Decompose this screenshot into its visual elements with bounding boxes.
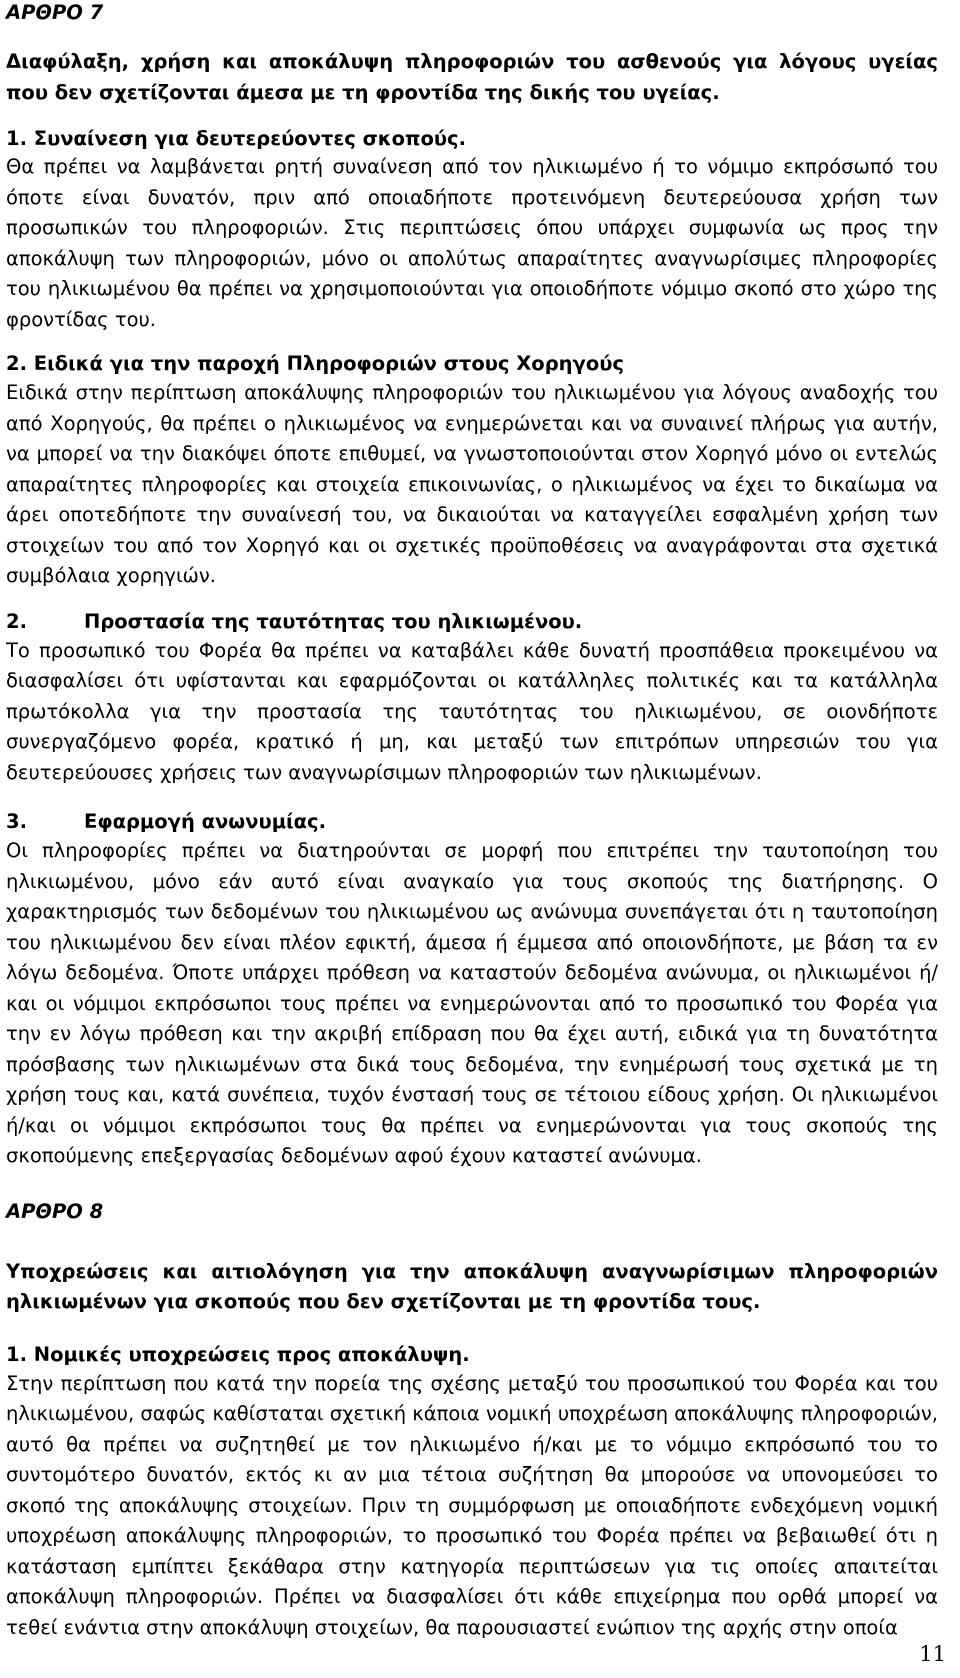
article-8-section-1-title: 1. Νομικές υποχρεώσεις προς αποκάλυψη. bbox=[6, 1342, 470, 1366]
article-8-heading: Υποχρεώσεις και αιτιολόγηση για την αποκάλυψη αναγνωρίσιμων πληροφοριών ηλικιωμένων για σκοπούς που δεν σχετίζονται με τη φροντίδα τους. bbox=[6, 1259, 938, 1313]
article-7-section-3-title bbox=[6, 607, 938, 636]
document-body bbox=[6, 0, 938, 1643]
page-number: 11 bbox=[919, 1642, 946, 1666]
article-7-section-3-title-text: Προστασία της ταυτότητας του ηλικιωμένου. bbox=[84, 609, 583, 633]
article-7-section-1-title: 1. Συναίνεση για δευτερεύοντες σκοπούς. bbox=[6, 127, 467, 150]
article-7-title: ΑΡΘΡΟ 7 bbox=[6, 1, 104, 24]
article-7-section-4-title-text: Εφαρμογή ανωνυμίας. bbox=[84, 810, 327, 833]
article-7-heading: Διαφύλαξη, χρήση και αποκάλυψη πληροφοριών του ασθενούς για λόγους υγείας που δεν σχετίζονται άμεσα με τη φροντίδα της δικής του υγείας. bbox=[6, 50, 938, 104]
article-7-section-4-title bbox=[6, 807, 938, 836]
article-7-section-4-number: 3. bbox=[6, 810, 27, 833]
article-7-section-1-text: Θα πρέπει να λαμβάνεται ρητή συναίνεση από τον ηλικιωμένο ή το νόμιμο εκπρόσωπό του όποτε είναι δυνατόν, πριν από οποιαδήποτε προτεινόμενη δευτερεύουσα χρήση των προσωπικών του πληροφοριών. Στις περιπτώσεις όπου υπάρχει συμφωνία ως προς την αποκάλυψη των πληροφοριών, μόνο οι απολύτως απαραίτητες αναγνωρίσιμες πληροφορίες του ηλικιωμένου θα πρέπει να χρησιμοποιούνται για οποιοδήποτε νόμιμο σκοπό στο χώρο της φροντίδας του. bbox=[6, 155, 938, 331]
article-8-title: ΑΡΘΡΟ 8 bbox=[6, 1199, 104, 1223]
article-7-section-3-number: 2. bbox=[6, 609, 27, 633]
article-7-section-2-text: Ειδικά στην περίπτωση αποκάλυψης πληροφοριών του ηλικιωμένου για λόγους αναδοχής του από Χορηγούς, θα πρέπει ο ηλικιωμένος να ενημερώνεται και να συναινεί πλήρως για αυτήν, να μπορεί να την διακόψει όποτε επιθυμεί, να γνωστοποιούνται στον Χορηγό μόνο οι εντελώς απαραίτητες πληροφορίες και στοιχεία επικοινωνίας, ο ηλικιωμένος να έχει το δικαίωμα να άρει οποτεδήποτε την συναίνεσή του, να δικαιούται να καταγγείλει εσφαλμένη χρήση των στοιχείων του από τον Χορηγό και οι σχετικές προϋποθέσεις να αναγράφονται στα σχετικά συμβόλαια χορηγιών. bbox=[6, 381, 938, 587]
article-7-section-4-text: Οι πληροφορίες πρέπει να διατηρούνται σε μορφή που επιτρέπει την ταυτοποίηση του ηλικιωμένου, μόνο εάν αυτό είναι αναγκαίο για τους σκοπούς της διατήρησης. Ο χαρακτηρισμός των δεδομένων του ηλικιωμένου ως ανώνυμα συνεπάγεται ότι η ταυτοποίηση του ηλικιωμένου δεν είναι πλέον εφικτή, άμεσα ή έμμεσα από οποιονδήποτε, με βάση τα εν λόγω δεδομένα. Όποτε υπάρχει πρόθεση να καταστούν δεδομένα ανώνυμα, οι ηλικιωμένοι ή/και οι νόμιμοι εκπρόσωποι τους πρέπει να ενημερώνονται από το προσωπικό του Φορέα για την εν λόγω πρόθεση και την ακριβή επίδραση που θα έχει αυτή, ειδικά για τη δυνατότητα πρόσβασης των ηλικιωμένων στα δικά τους δεδομένα, την ενημέρωσή τους σχετικά με τη χρήση τους και, κατά συνέπεια, τυχόν ένστασή τους σε τέτοιου είδους χρήση. Οι ηλικιωμένοι ή/και οι νόμιμοι εκπρόσωποι τους θα πρέπει να ενημερώνονται για τους σκοπούς της σκοπούμενης επεξεργασίας δεδομένων αφού έχουν καταστεί ανώνυμα. bbox=[6, 839, 938, 1167]
article-7-section-3-text: Το προσωπικό του Φορέα θα πρέπει να καταβάλει κάθε δυνατή προσπάθεια προκειμένου να διασφαλίσει ότι υφίστανται και εφαρμόζονται οι κατάλληλες πολιτικές και τα κατάλληλα πρωτόκολλα για την προστασία της ταυτότητας του ηλικιωμένου, σε οιονδήποτε συνεργαζόμενο φορέα, κρατικό ή μη, και μεταξύ των επιτρόπων υπηρεσιών του για δευτερεύουσες χρήσεις των αναγνωρίσιμων πληροφοριών των ηλικιωμένων. bbox=[6, 638, 938, 784]
article-8-section-1-text: Στην περίπτωση που κατά την πορεία της σχέσης μεταξύ του προσωπικού του Φορέα και του ηλικιωμένου, σαφώς καθίσταται σχετική κάποια νομική υποχρέωση αποκάλυψης πληροφοριών, αυτό θα πρέπει να συζητηθεί με τον ηλικιωμένο ή/και με το νόμιμο εκπρόσωπό του το συντομότερο δυνατόν, εκτός κι αν μια τέτοια συζήτηση θα μπορούσε να υπονομεύσει το σκοπό της αποκάλυψης στοιχείων. Πριν τη συμμόρφωση με οποιαδήποτε ενδεχόμενη νομική υποχρέωση αποκάλυψης πληροφοριών, το προσωπικό του Φορέα πρέπει να βεβαιωθεί ότι η κατάσταση εμπίπτει ξεκάθαρα στην κατηγορία περιπτώσεων για τις οποίες απαιτείται αποκάλυψη πληροφοριών. Πρέπει να διασφαλίσει ότι κάθε επιχείρημα που ορθά μπορεί να τεθεί ενάντια στην αποκάλυψη στοιχείων, θα παρουσιαστεί ενώπιον της αρχής στην οποία bbox=[6, 1371, 938, 1639]
article-7-section-2-title: 2. Ειδικά για την παροχή Πληροφοριών στους Χορηγούς bbox=[6, 352, 624, 375]
